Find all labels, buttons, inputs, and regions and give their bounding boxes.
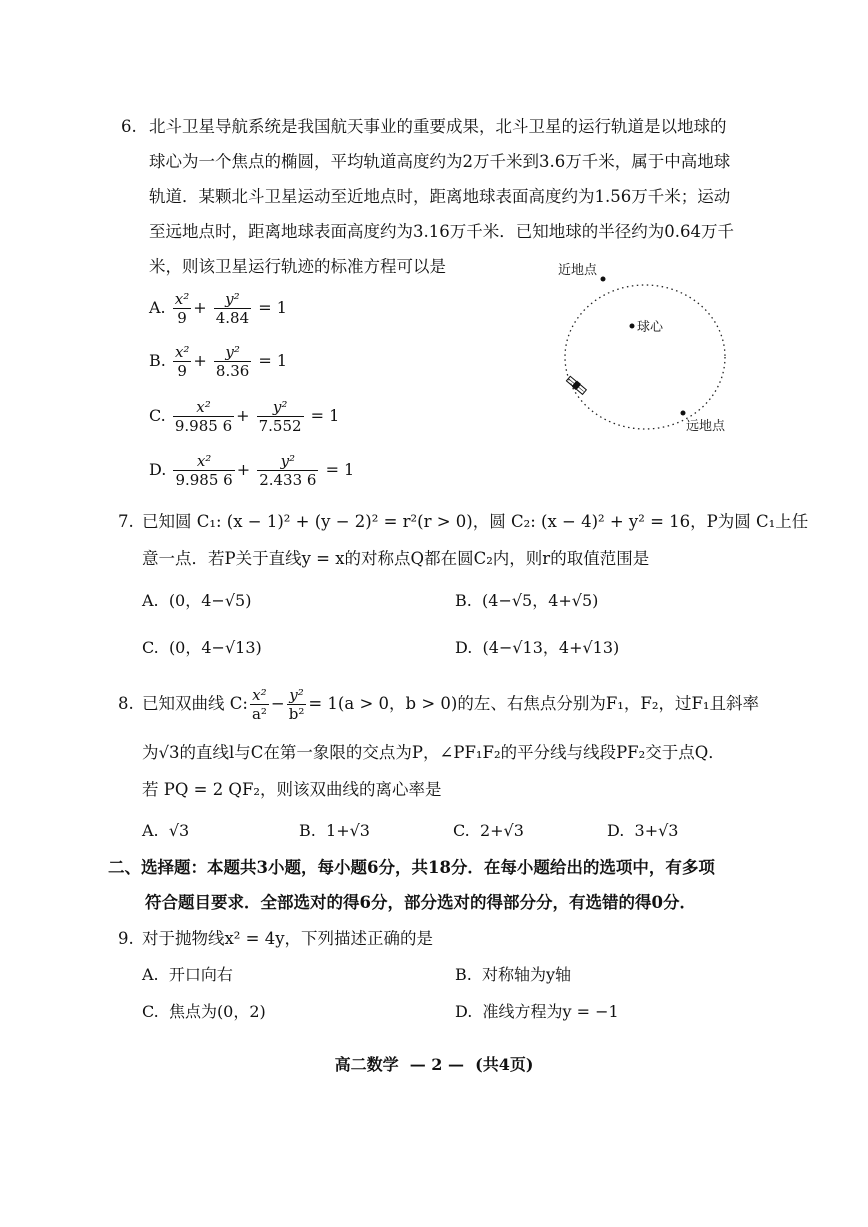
q8-option-c[interactable]: C. 2+√3 bbox=[453, 821, 524, 840]
q9-option-c[interactable]: C. 焦点为(0，2) bbox=[142, 1002, 266, 1021]
perigee-label: 近地点 bbox=[558, 263, 598, 278]
q8-option-a[interactable]: A. √3 bbox=[142, 821, 190, 840]
orbit-ellipse bbox=[565, 285, 725, 429]
q6-option-d[interactable]: D. $\frac{\text{x²}}{9.985 6}$ + $\frac{\text{y²}}{2.433 6}$ = 1 bbox=[149, 452, 355, 489]
q8-option-b[interactable]: B. 1+√3 bbox=[299, 821, 370, 840]
question-number: 8. bbox=[118, 694, 134, 713]
center-label: 球心 bbox=[637, 320, 664, 335]
q7-option-c[interactable]: C. (0，4−√13) bbox=[142, 638, 262, 657]
q8-line-3: 若 PQ = 2 QF₂，则该双曲线的离心率是 bbox=[142, 780, 442, 799]
q9-option-b[interactable]: B. 对称轴为y轴 bbox=[455, 965, 572, 984]
q7-line-1: 已知圆 C₁: (x − 1)² + (y − 2)² = r²(r > 0)，圆 C₂: (x − 4)² + y² = 16，P为圆 C₁上任 bbox=[142, 512, 809, 531]
page-footer: 高二数学 — 2 — (共4页) bbox=[334, 1055, 534, 1074]
q6-option-c[interactable]: C. $\frac{\text{x²}}{9.985 6}$ + $\frac{\text{y²}}{7.552}$ = 1 bbox=[149, 398, 340, 435]
q6-option-b[interactable]: B. $\frac{\text{x²}}{9}$ + $\frac{\text{y²}}{8.36}$ = 1 bbox=[149, 343, 288, 380]
q8-line-2: 为√3的直线l与C在第一象限的交点为P，∠PF₁F₂的平分线与线段PF₂交于点Q． bbox=[142, 743, 725, 762]
section-2-line-1: 二、选择题：本题共3小题，每小题6分，共18分．在每小题给出的选项中，有多项 bbox=[108, 858, 715, 877]
apogee-label: 远地点 bbox=[686, 419, 726, 434]
q8-line-1: 已知双曲线 C: $\frac{\text{x²}}{\text{a²}}$ − $\frac{\text{y²}}{\text{b²}}$ = 1(a > 0，b > 0)的左、右焦点分别为F₁，F₂，过F₁且斜率 bbox=[142, 686, 760, 723]
satellite-icon bbox=[566, 376, 587, 396]
earth-center-point bbox=[630, 324, 635, 329]
q9-stem: 对于抛物线x² = 4y，下列描述正确的是 bbox=[142, 929, 434, 948]
q6-line-3: 轨道．某颗北斗卫星运动至近地点时，距离地球表面高度约为1.56万千米；运动 bbox=[149, 187, 731, 206]
apogee-point bbox=[681, 411, 686, 416]
perigee-point bbox=[601, 277, 606, 282]
q6-line-4: 至远地点时，距离地球表面高度约为3.16万千米．已知地球的半径约为0.64万千 bbox=[149, 222, 734, 241]
q7-option-a[interactable]: A. (0，4−√5) bbox=[142, 591, 252, 610]
orbit-diagram bbox=[540, 255, 770, 440]
q7-line-2: 意一点．若P关于直线y = x的对称点Q都在圆C₂内，则r的取值范围是 bbox=[142, 549, 650, 568]
q6-option-a[interactable]: A. $\frac{\text{x²}}{9}$ + $\frac{\text{y²}}{4.84}$ = 1 bbox=[149, 290, 287, 327]
q7-option-b[interactable]: B. (4−√5，4+√5) bbox=[455, 591, 599, 610]
q8-option-d[interactable]: D. 3+√3 bbox=[607, 821, 679, 840]
section-2-line-2: 符合题目要求．全部选对的得6分，部分选对的得部分分，有选错的得0分． bbox=[145, 893, 696, 912]
q6-line-5: 米，则该卫星运行轨迹的标准方程可以是 bbox=[149, 257, 446, 276]
question-number: 7. bbox=[118, 512, 134, 531]
q6-line-2: 球心为一个焦点的椭圆，平均轨道高度约为2万千米到3.6万千米，属于中高地球 bbox=[149, 152, 731, 171]
q9-option-d[interactable]: D. 准线方程为y = −1 bbox=[455, 1002, 619, 1021]
q9-option-a[interactable]: A. 开口向右 bbox=[142, 965, 233, 984]
q7-option-d[interactable]: D. (4−√13，4+√13) bbox=[455, 638, 620, 657]
question-number: 9. bbox=[118, 929, 134, 948]
question-number: 6. bbox=[121, 117, 137, 136]
q6-line-1: 北斗卫星导航系统是我国航天事业的重要成果，北斗卫星的运行轨道是以地球的 bbox=[149, 117, 727, 136]
